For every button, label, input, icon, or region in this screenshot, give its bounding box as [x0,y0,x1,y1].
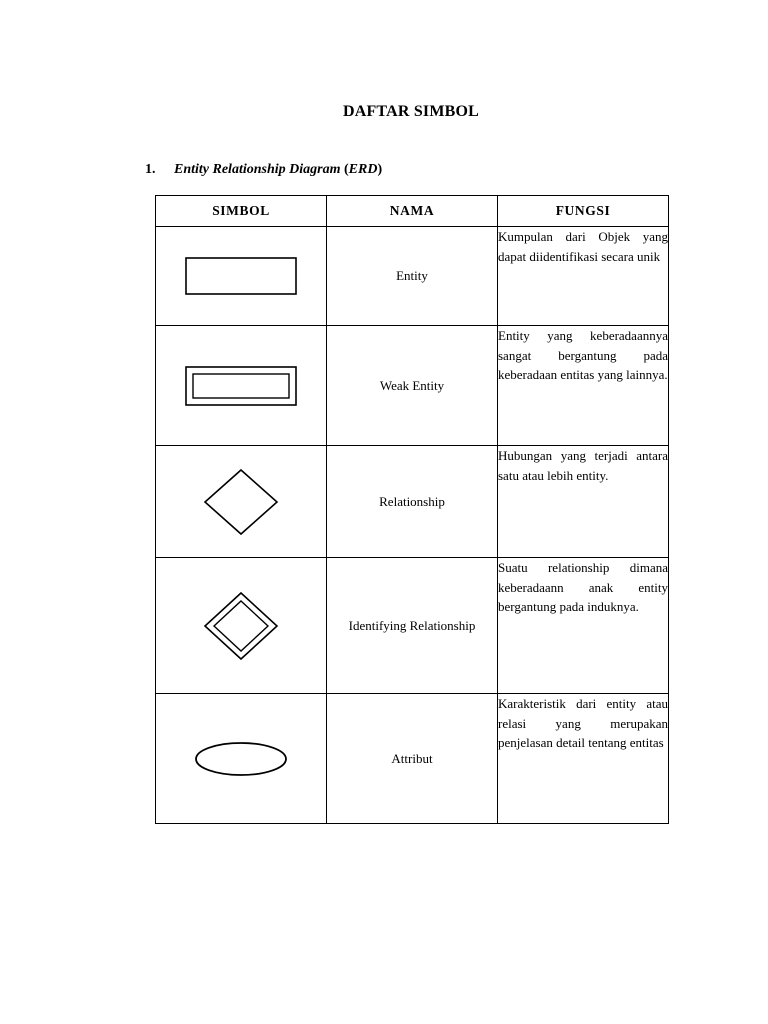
table-row [156,326,669,446]
section-title-abbreviation: ERD [348,162,378,177]
attribute-ellipse-icon [193,740,289,778]
symbol-cell [156,694,327,824]
column-header-function: FUNGSI [498,196,669,227]
function-text: Entity yang keberadaannya sangat bergantung pada keberadaan entitas yang lainnya. [498,328,668,382]
name-cell: Relationship [327,446,498,558]
page-title: DAFTAR SIMBOL [342,103,480,120]
function-cell [498,694,669,824]
section-title-open-paren: ( [340,162,349,177]
section-heading [145,162,382,178]
symbol-cell [156,446,327,558]
function-text: Kumpulan dari Objek yang dapat diidentifikasi secara unik [498,229,668,264]
symbol-cell [156,558,327,694]
table-row [156,558,669,694]
relationship-diamond-icon [203,468,279,536]
table-row [156,694,669,824]
identifying-relationship-double-diamond-icon [203,591,279,661]
weak-entity-double-rectangle-icon [184,365,298,407]
section-title: Entity Relationship Diagram [174,162,341,177]
name-cell: Weak Entity [327,326,498,446]
function-cell [498,326,669,446]
entity-rectangle-icon [184,256,298,296]
table-row [156,227,669,326]
function-cell [498,558,669,694]
name-cell: Identifying Relationship [327,558,498,694]
name-cell: Attribut [327,694,498,824]
section-title-close-paren: ) [377,162,383,177]
section-number: 1. [145,162,156,177]
function-cell [498,446,669,558]
function-text: Hubungan yang terjadi antara satu atau lebih entity. [498,448,668,483]
function-text: Suatu relationship dimana keberadaann anak entity bergantung pada induknya. [498,560,668,614]
name-cell: Entity [327,227,498,326]
function-cell [498,227,669,326]
table-header-row [156,196,669,227]
symbol-cell [156,227,327,326]
column-header-symbol: SIMBOL [156,196,327,227]
column-header-name: NAMA [327,196,498,227]
table-row [156,446,669,558]
erd-symbol-table [155,195,669,824]
symbol-cell [156,326,327,446]
function-text: Karakteristik dari entity atau relasi yang merupakan penjelasan detail tentang entitas [498,696,668,750]
